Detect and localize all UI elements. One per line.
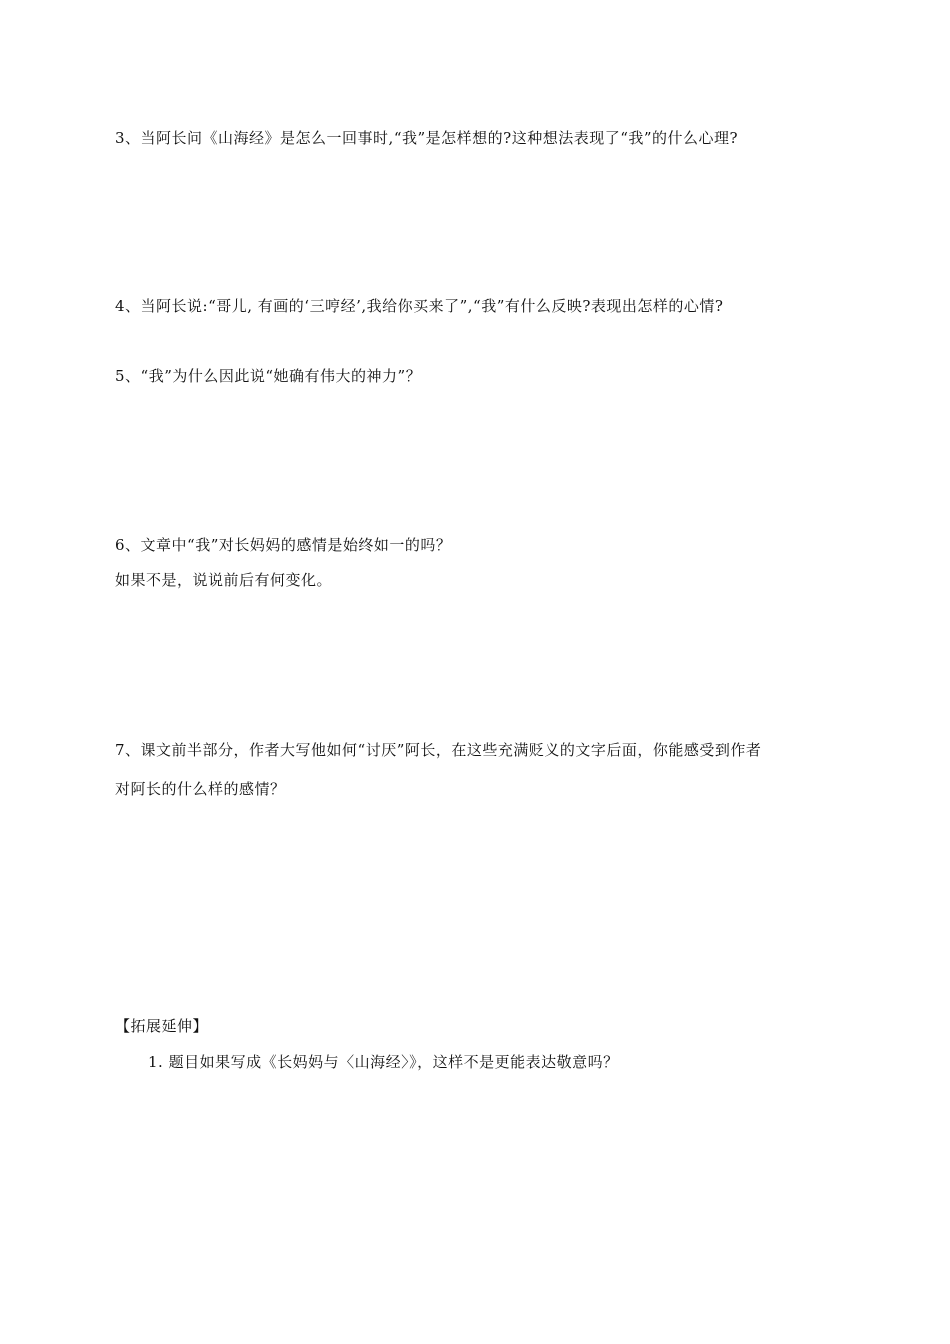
question-6-line-2: 如果不是，说说前后有何变化。 bbox=[115, 571, 333, 589]
question-5: 5、“我”为什么因此说“她确有伟大的神力”？ bbox=[115, 367, 422, 385]
question-4: 4、当阿长说:“哥儿, 有画的‘三哼经’,我给你买来了”,“我”有什么反映?表现出怎样的心情? bbox=[115, 297, 724, 315]
question-7-line-2: 对阿长的什么样的感情？ bbox=[115, 780, 286, 798]
question-7-line-1: 7、课文前半部分，作者大写他如何“讨厌”阿长，在这些充满贬义的文字后面，你能感受到作者 bbox=[115, 741, 762, 759]
extension-item-1: 1. 题目如果写成《长妈妈与〈山海经〉》，这样不是更能表达敬意吗？ bbox=[148, 1053, 619, 1071]
extension-heading: 【拓展延伸】 bbox=[115, 1017, 209, 1035]
question-3: 3、当阿长问《山海经》是怎么一回事时,“我”是怎样想的?这种想法表现了“我”的什么心理? bbox=[115, 129, 739, 147]
question-6-line-1: 6、文章中“我”对长妈妈的感情是始终如一的吗？ bbox=[115, 536, 452, 554]
